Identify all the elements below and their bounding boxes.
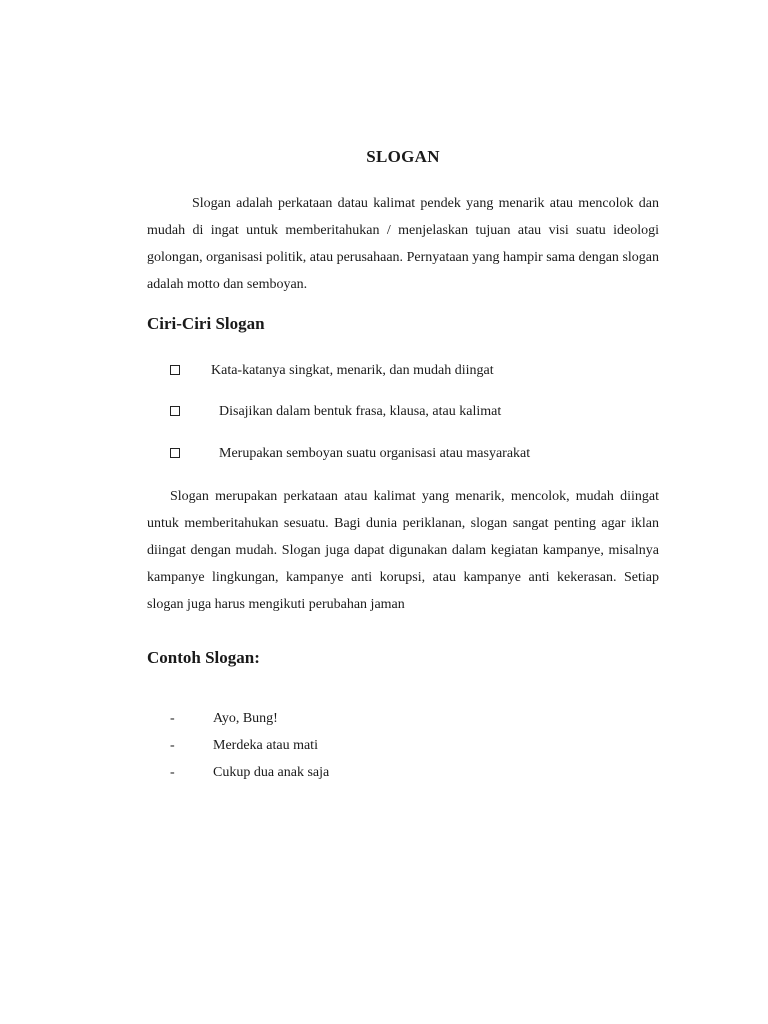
dash-bullet: - <box>170 765 175 780</box>
contoh-item-text: Ayo, Bung! <box>213 711 278 726</box>
checkbox-icon <box>170 365 180 375</box>
contoh-heading: Contoh Slogan: <box>147 648 260 667</box>
page-title: SLOGAN <box>366 147 440 166</box>
checkbox-icon <box>170 406 180 416</box>
dash-bullet: - <box>170 738 175 753</box>
contoh-item-text: Cukup dua anak saja <box>213 765 330 780</box>
ciri-item-text: Kata-katanya singkat, menarik, dan mudah diingat <box>211 363 494 378</box>
contoh-item-text: Merdeka atau mati <box>213 738 318 753</box>
ciri-item-text: Disajikan dalam bentuk frasa, klausa, atau kalimat <box>219 404 502 419</box>
ciri-item-text: Merupakan semboyan suatu organisasi atau masyarakat <box>219 446 531 461</box>
intro-paragraph: Slogan adalah perkataan datau kalimat pendek yang menarik atau mencolok dan mudah di ingat untuk memberitahukan / menjelaskan tujuan atau visi suatu ideologi golongan, organisasi politik, atau perusahaan. Pernyataan yang hampir sama dengan slogan adalah motto dan semboyan. <box>147 196 659 292</box>
checkbox-icon <box>170 448 180 458</box>
ciri-heading: Ciri-Ciri Slogan <box>147 314 265 333</box>
dash-bullet: - <box>170 711 175 726</box>
body-paragraph: Slogan merupakan perkataan atau kalimat yang menarik, mencolok, mudah diingat untuk memberitahukan sesuatu. Bagi dunia periklanan, slogan sangat penting agar iklan diingat dengan mudah. Slogan juga dapat digunakan dalam kegiatan kampanye, misalnya kampanye lingkungan, kampanye anti korupsi, atau kampanye anti kekerasan. Setiap slogan juga harus mengikuti perubahan jaman <box>147 489 659 612</box>
